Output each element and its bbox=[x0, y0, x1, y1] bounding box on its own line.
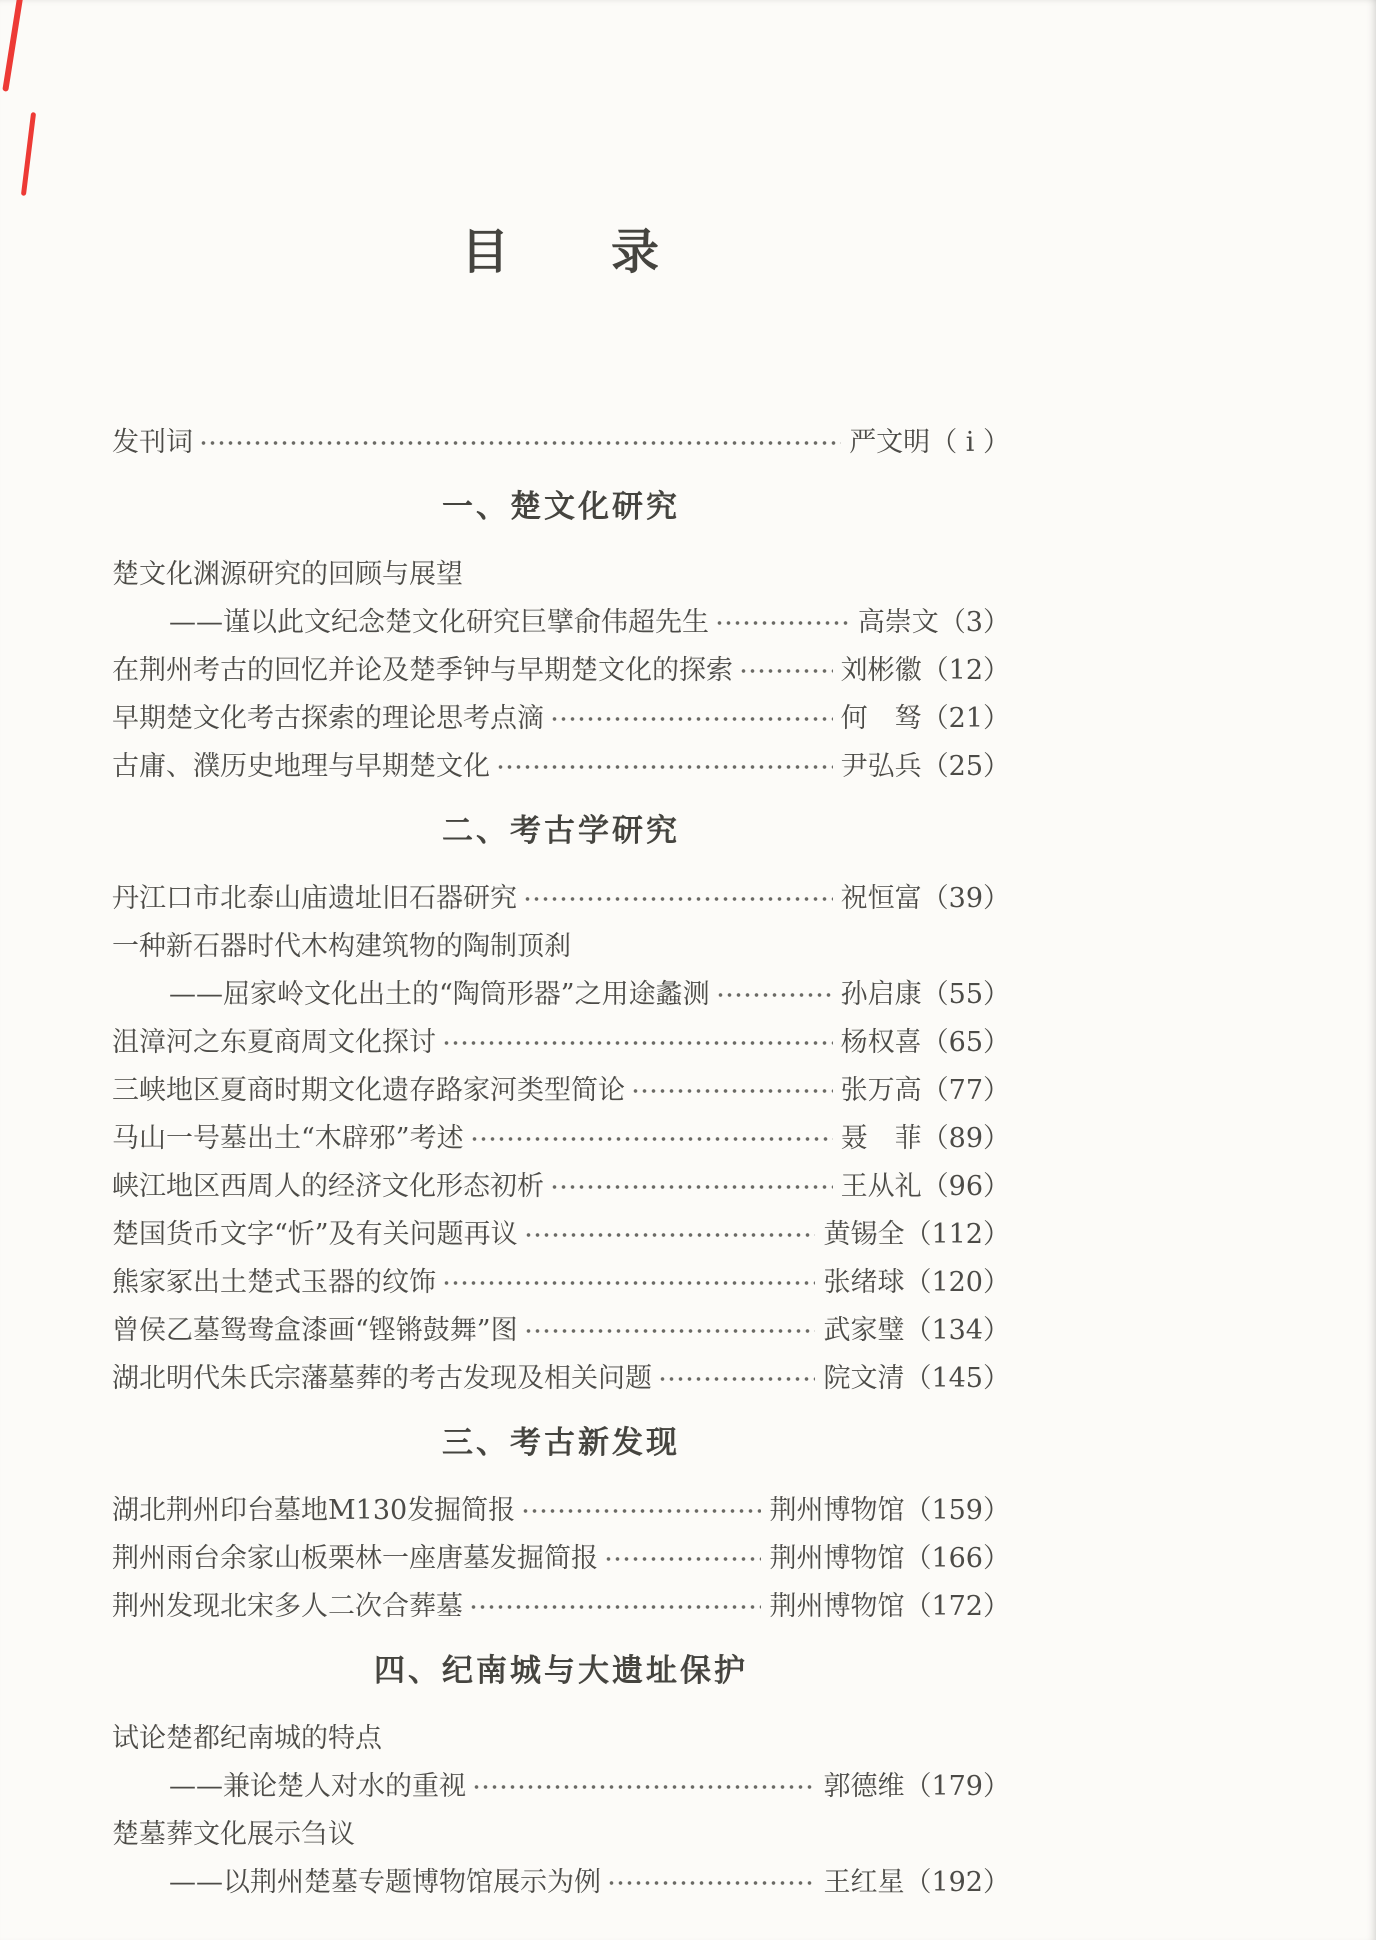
dot-leader bbox=[521, 1487, 761, 1535]
entry-title: 在荆州考古的回忆并论及楚季钟与早期楚文化的探索 bbox=[112, 655, 733, 686]
section-heading: 一、楚文化研究 bbox=[442, 489, 680, 525]
toc-entry-title-line bbox=[112, 1715, 1010, 1763]
entry-author: 张绪球 bbox=[823, 1267, 905, 1298]
entry-subtitle: ——以荆州楚墓专题博物馆展示为例 bbox=[169, 1867, 601, 1898]
toc-entry bbox=[112, 1019, 1010, 1067]
entry-title: 试论楚都纪南城的特点 bbox=[112, 1723, 382, 1754]
entry-author: 聂 菲 bbox=[840, 1123, 922, 1154]
entry-page-number: （3） bbox=[938, 607, 1010, 638]
entry-page-number: （166） bbox=[904, 1543, 1010, 1574]
entry-author: 何 驽 bbox=[840, 703, 922, 734]
entry-title: 熊家冢出土楚式玉器的纹饰 bbox=[112, 1267, 436, 1298]
toc-entry-subtitle-line bbox=[112, 971, 1010, 1019]
entry-author: 院文清 bbox=[823, 1363, 905, 1394]
entry-title: 荆州雨台余家山板栗林一座唐墓发掘简报 bbox=[112, 1543, 598, 1574]
toc-content bbox=[112, 0, 1010, 1907]
red-pen-mark bbox=[21, 112, 36, 196]
dot-leader bbox=[550, 1163, 833, 1211]
toc-entry-title-line bbox=[112, 1811, 1010, 1859]
toc-entry bbox=[112, 1211, 1010, 1259]
entry-title: 早期楚文化考古探索的理论思考点滴 bbox=[112, 703, 544, 734]
entry-title: 峡江地区西周人的经济文化形态初析 bbox=[112, 1171, 544, 1202]
toc-entry bbox=[112, 647, 1010, 695]
entry-author: 荆州博物馆 bbox=[769, 1591, 905, 1622]
entry-page-number: （179） bbox=[904, 1771, 1010, 1802]
dot-leader bbox=[524, 1211, 816, 1259]
toc-entry bbox=[112, 1163, 1010, 1211]
dot-leader bbox=[715, 599, 850, 647]
entry-title: 古庸、濮历史地理与早期楚文化 bbox=[112, 751, 490, 782]
entry-page-number: （25） bbox=[921, 751, 1010, 782]
entry-subtitle: ——兼论楚人对水的重视 bbox=[169, 1771, 466, 1802]
toc-entry bbox=[112, 419, 1010, 467]
entry-author: 王从礼 bbox=[840, 1171, 922, 1202]
entry-page-number: （55） bbox=[921, 979, 1010, 1010]
entry-title: 马山一号墓出土“木辟邪”考述 bbox=[112, 1123, 464, 1154]
entry-title: 楚国货币文字“忻”及有关问题再议 bbox=[112, 1219, 518, 1250]
entry-author: 王红星 bbox=[823, 1867, 905, 1898]
red-pen-mark bbox=[2, 0, 24, 92]
entry-title: 湖北明代朱氏宗藩墓葬的考古发现及相关问题 bbox=[112, 1363, 652, 1394]
entry-title: 丹江口市北泰山庙遗址旧石器研究 bbox=[112, 883, 517, 914]
dot-leader bbox=[469, 1583, 761, 1631]
section-heading: 二、考古学研究 bbox=[442, 813, 680, 849]
entry-page-number: （ i ） bbox=[930, 427, 1010, 458]
toc-entry bbox=[112, 1583, 1010, 1631]
dot-leader bbox=[604, 1535, 761, 1583]
toc-title: 目 录 bbox=[460, 224, 661, 280]
toc-entry bbox=[112, 1259, 1010, 1307]
entry-author: 黄锡全 bbox=[823, 1219, 905, 1250]
entry-page-number: （96） bbox=[921, 1171, 1010, 1202]
entry-page-number: （89） bbox=[921, 1123, 1010, 1154]
dot-leader bbox=[442, 1259, 815, 1307]
entry-title: 三峡地区夏商时期文化遗存路家河类型简论 bbox=[112, 1075, 625, 1106]
entry-author: 郭德维 bbox=[823, 1771, 905, 1802]
toc-entry-subtitle-line bbox=[112, 1763, 1010, 1811]
dot-leader bbox=[716, 971, 833, 1019]
section-heading: 四、纪南城与大遗址保护 bbox=[374, 1653, 748, 1689]
toc-entry bbox=[112, 1067, 1010, 1115]
toc-entry-subtitle-line bbox=[112, 599, 1010, 647]
entry-title: 楚墓葬文化展示刍议 bbox=[112, 1819, 355, 1850]
toc-entry bbox=[112, 875, 1010, 923]
entry-title: 湖北荆州印台墓地M130发掘简报 bbox=[112, 1495, 516, 1526]
entry-title: 一种新石器时代木构建筑物的陶制顶刹 bbox=[112, 931, 571, 962]
entry-page-number: （120） bbox=[904, 1267, 1010, 1298]
dot-leader bbox=[472, 1763, 815, 1811]
entry-author: 孙启康 bbox=[840, 979, 922, 1010]
entry-author: 荆州博物馆 bbox=[769, 1495, 905, 1526]
entry-page-number: （172） bbox=[904, 1591, 1010, 1622]
dot-leader bbox=[523, 875, 833, 923]
entry-title: 荆州发现北宋多人二次合葬墓 bbox=[112, 1591, 463, 1622]
dot-leader bbox=[550, 695, 833, 743]
entry-page-number: （65） bbox=[921, 1027, 1010, 1058]
entry-page-number: （77） bbox=[921, 1075, 1010, 1106]
toc-entry bbox=[112, 1307, 1010, 1355]
toc-entry bbox=[112, 1487, 1010, 1535]
entry-subtitle: ——谨以此文纪念楚文化研究巨擘俞伟超先生 bbox=[169, 607, 709, 638]
entry-page-number: （39） bbox=[921, 883, 1010, 914]
toc-entry-title-line bbox=[112, 551, 1010, 599]
entry-page-number: （112） bbox=[904, 1219, 1010, 1250]
entry-title: 发刊词 bbox=[112, 427, 193, 458]
entry-author: 高崇文 bbox=[857, 607, 939, 638]
section-heading: 三、考古新发现 bbox=[442, 1425, 680, 1461]
toc-entry bbox=[112, 1115, 1010, 1163]
entry-subtitle: ——屈家岭文化出土的“陶筒形器”之用途蠡测 bbox=[169, 979, 710, 1010]
toc-entry-subtitle-line bbox=[112, 1859, 1010, 1907]
entry-title: 楚文化渊源研究的回顾与展望 bbox=[112, 559, 463, 590]
dot-leader bbox=[739, 647, 833, 695]
entry-author: 张万高 bbox=[840, 1075, 922, 1106]
entry-author: 刘彬徽 bbox=[840, 655, 922, 686]
entry-page-number: （145） bbox=[904, 1363, 1010, 1394]
dot-leader bbox=[470, 1115, 833, 1163]
toc-entry bbox=[112, 743, 1010, 791]
dot-leader bbox=[607, 1859, 815, 1907]
entry-title: 曾侯乙墓鸳鸯盒漆画“铿锵鼓舞”图 bbox=[112, 1315, 518, 1346]
toc-entry bbox=[112, 1535, 1010, 1583]
entry-author: 杨权喜 bbox=[840, 1027, 922, 1058]
entry-page-number: （21） bbox=[921, 703, 1010, 734]
toc-entry bbox=[112, 695, 1010, 743]
entry-page-number: （192） bbox=[904, 1867, 1010, 1898]
entry-title: 沮漳河之东夏商周文化探讨 bbox=[112, 1027, 436, 1058]
dot-leader bbox=[658, 1355, 815, 1403]
entry-page-number: （12） bbox=[921, 655, 1010, 686]
toc-entry bbox=[112, 1355, 1010, 1403]
dot-leader bbox=[442, 1019, 833, 1067]
entry-author: 祝恒富 bbox=[840, 883, 922, 914]
entry-author: 尹弘兵 bbox=[840, 751, 922, 782]
entry-author: 武家璧 bbox=[823, 1315, 905, 1346]
entry-page-number: （159） bbox=[904, 1495, 1010, 1526]
entry-author: 荆州博物馆 bbox=[769, 1543, 905, 1574]
entry-page-number: （134） bbox=[904, 1315, 1010, 1346]
dot-leader bbox=[496, 743, 833, 791]
dot-leader bbox=[524, 1307, 816, 1355]
dot-leader bbox=[631, 1067, 833, 1115]
entry-author: 严文明 bbox=[849, 427, 931, 458]
toc-entry-title-line bbox=[112, 923, 1010, 971]
dot-leader bbox=[199, 419, 841, 467]
